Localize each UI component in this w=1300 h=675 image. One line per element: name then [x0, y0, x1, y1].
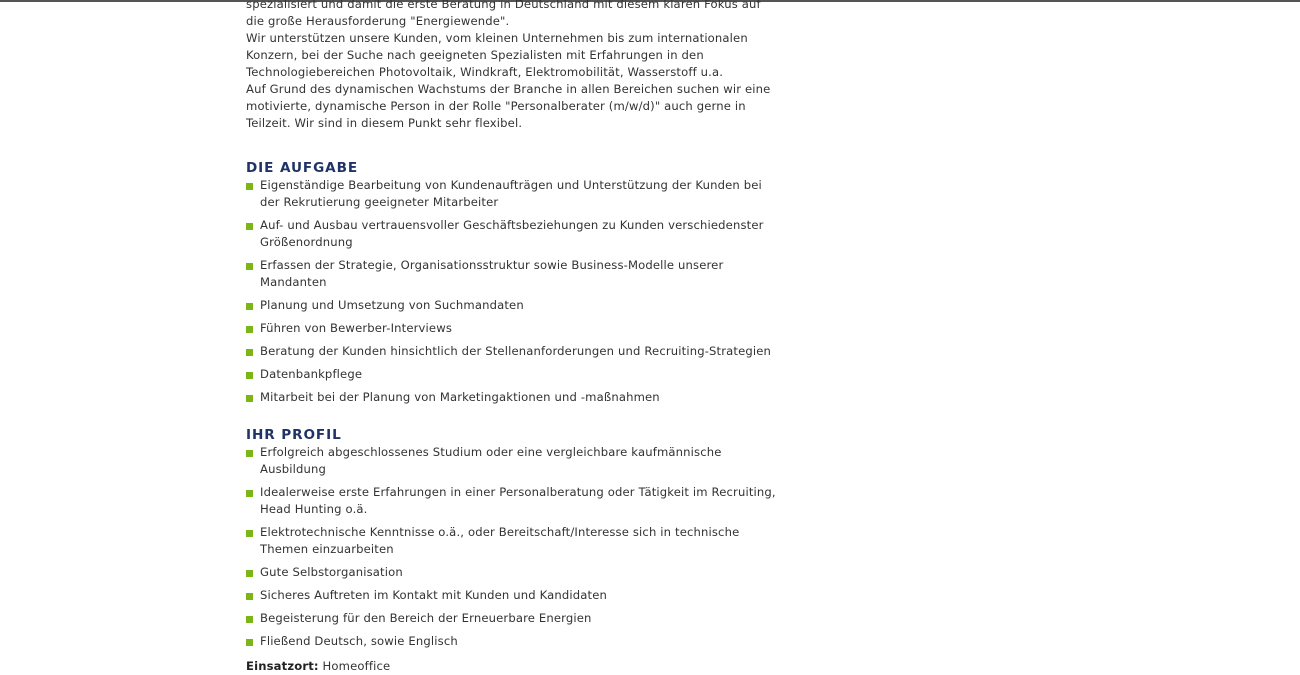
list-item-text: Datenbankpflege [260, 367, 363, 381]
list-item [246, 366, 776, 383]
bullet-square-icon [246, 450, 253, 457]
bullet-square-icon [246, 490, 253, 497]
list-item [246, 610, 776, 627]
list-item-text: Führen von Bewerber-Interviews [260, 321, 453, 335]
list-item-text: Elektrotechnische Kenntnisse o.ä., oder Bereitschaft/Interesse sich in technische Themen einzuarbeiten [260, 525, 740, 556]
bullet-square-icon [246, 639, 253, 646]
list-item [246, 320, 776, 337]
list-item [246, 257, 776, 291]
bullet-square-icon [246, 263, 253, 270]
list-item [246, 343, 776, 360]
list-item-text: Auf- und Ausbau vertrauensvoller Geschäftsbeziehungen zu Kunden verschiedenster Größenordnung [260, 218, 764, 249]
list-item-text: Idealerweise erste Erfahrungen in einer Personalberatung oder Tätigkeit im Recruiting, Head Hunting o.ä. [260, 485, 776, 516]
intro-section [246, 0, 776, 132]
bullet-square-icon [246, 372, 253, 379]
list-item-text: Fließend Deutsch, sowie Englisch [260, 634, 458, 648]
list-item-text: Sicheres Auftreten im Kontakt mit Kunden und Kandidaten [260, 588, 608, 602]
list-item [246, 389, 776, 406]
intro-paragraph: Wir unterstützen unsere Kunden, vom kleinen Unternehmen bis zum internationalen Konzern, bei der Suche nach geeigneten Spezialisten mit Erfahrungen in den Technologiebereichen Photovoltaik, Windkraft, Elektromobilität, Wasserstoff u.a. [246, 31, 748, 79]
bullet-square-icon [246, 395, 253, 402]
profil-heading: IHR PROFIL [246, 427, 342, 443]
list-item-text: Erfolgreich abgeschlossenes Studium oder eine vergleichbare kaufmännische Ausbildung [260, 445, 722, 476]
bullet-square-icon [246, 349, 253, 356]
list-item [246, 484, 776, 518]
bullet-square-icon [246, 616, 253, 623]
einsatzort-value: Homeoffice [322, 659, 391, 673]
profil-list [246, 444, 776, 650]
list-item [246, 177, 776, 211]
list-item-text: Eigenständige Bearbeitung von Kundenaufträgen und Unterstützung der Kunden bei der Rekrutierung geeigneter Mitarbeiter [260, 178, 762, 209]
list-item [246, 297, 776, 314]
list-item [246, 444, 776, 478]
bullet-square-icon [246, 570, 253, 577]
bullet-square-icon [246, 303, 253, 310]
list-item-text: Erfassen der Strategie, Organisationsstruktur sowie Business-Modelle unserer Mandanten [260, 258, 724, 289]
intro-paragraph: Auf Grund des dynamischen Wachstums der Branche in allen Bereichen suchen wir eine motivierte, dynamische Person in der Rolle "Personalberater (m/w/d)" auch gerne in Teilzeit. Wir sind in diesem Punkt sehr flexibel. [246, 82, 771, 130]
bullet-square-icon [246, 223, 253, 230]
bullet-square-icon [246, 593, 253, 600]
aufgabe-list [246, 177, 776, 406]
list-item-text: Gute Selbstorganisation [260, 565, 403, 579]
bullet-square-icon [246, 183, 253, 190]
list-item [246, 633, 776, 650]
einsatzort-label: Einsatzort: [246, 659, 319, 673]
list-item-text: Beratung der Kunden hinsichtlich der Stellenanforderungen und Recruiting-Strategien [260, 344, 772, 358]
list-item [246, 524, 776, 558]
intro-paragraph: spezialisiert und damit die erste Beratung in Deutschland mit diesem klaren Fokus auf die große Herausforderung "Energiewende". [246, 0, 761, 28]
einsatzort-line [246, 658, 776, 675]
list-item-text: Mitarbeit bei der Planung von Marketingaktionen und -maßnahmen [260, 390, 660, 404]
list-item [246, 587, 776, 604]
job-description [246, 0, 776, 675]
list-item-text: Begeisterung für den Bereich der Erneuerbare Energien [260, 611, 592, 625]
list-item-text: Planung und Umsetzung von Suchmandaten [260, 298, 524, 312]
aufgabe-heading: DIE AUFGABE [246, 160, 359, 176]
bullet-square-icon [246, 530, 253, 537]
bullet-square-icon [246, 326, 253, 333]
list-item [246, 217, 776, 251]
list-item [246, 564, 776, 581]
